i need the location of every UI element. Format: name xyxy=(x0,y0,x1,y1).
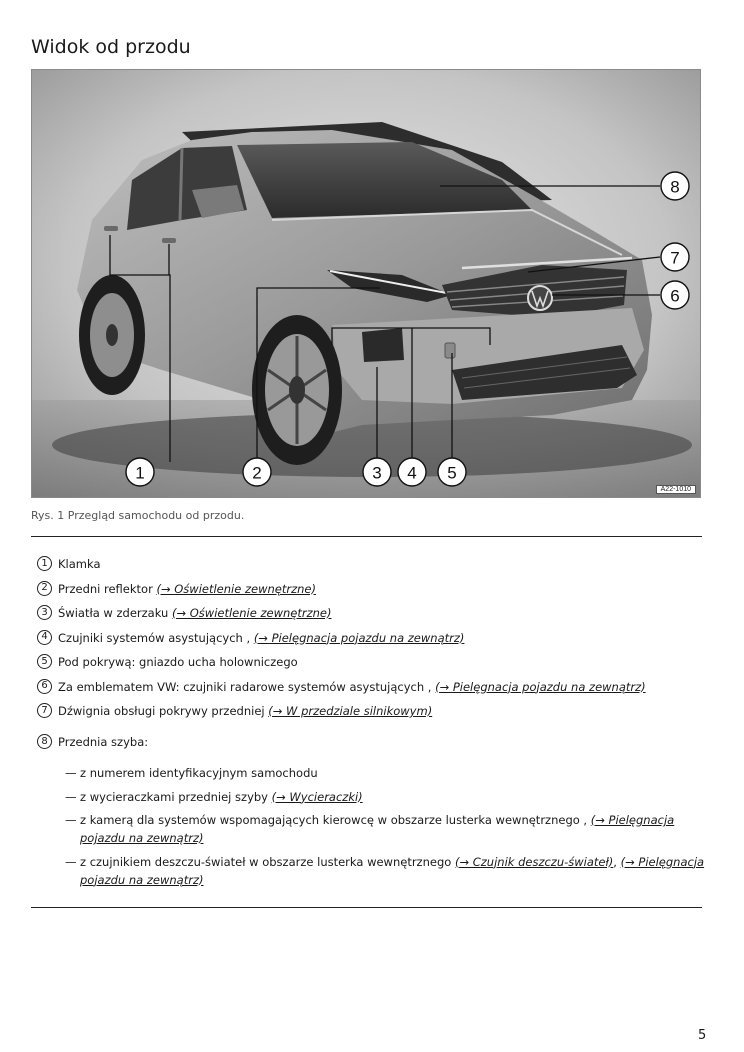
legend-number: 4 xyxy=(37,630,52,645)
dash: — xyxy=(65,854,77,869)
callout-label-5: 5 xyxy=(447,463,457,483)
legend-number: 2 xyxy=(37,581,52,596)
legend-item xyxy=(37,679,702,695)
legend-number: 8 xyxy=(37,734,52,749)
figure-code: A22-1010 xyxy=(656,485,696,494)
legend-text: Za emblematem VW: czujniki radarowe systemów asystujących , xyxy=(58,679,436,694)
divider-bottom xyxy=(31,907,702,908)
windscreen-item xyxy=(65,853,705,889)
legend-item xyxy=(37,581,702,597)
legend-item xyxy=(37,734,702,750)
legend-text: Pod pokrywą: gniazdo ucha holowniczego xyxy=(58,655,298,669)
legend-text: Światła w zderzaku xyxy=(58,606,172,620)
callout-label-1: 1 xyxy=(135,463,145,483)
callout-label-6: 6 xyxy=(670,286,680,306)
link-wycieraczki[interactable]: (→ Wycieraczki) xyxy=(271,789,363,804)
windscreen-item xyxy=(65,811,705,847)
dash: — xyxy=(65,789,77,804)
callout-label-4: 4 xyxy=(407,463,417,483)
link-oswietlenie-zewnetrzne[interactable]: (→ Oświetlenie zewnętrzne) xyxy=(156,581,316,596)
windscreen-text: z czujnikiem deszczu-świateł w obszarze lusterka wewnętrznego xyxy=(80,854,455,869)
page-number: 5 xyxy=(698,1028,707,1043)
windscreen-item xyxy=(65,788,705,806)
windscreen-text: z numerem identyfikacyjnym samochodu xyxy=(80,766,318,780)
link-oswietlenie-zewnetrzne[interactable]: (→ Oświetlenie zewnętrzne) xyxy=(171,606,332,620)
legend-item xyxy=(37,654,702,670)
callout-label-2: 2 xyxy=(252,463,262,483)
legend-item xyxy=(37,605,702,621)
legend-text: Klamka xyxy=(58,557,101,571)
legend-item xyxy=(37,703,702,719)
callout-label-3: 3 xyxy=(372,463,382,483)
legend-number: 1 xyxy=(37,556,52,571)
callout-label-8: 8 xyxy=(670,177,680,197)
car-front-figure xyxy=(31,69,701,498)
legend-number: 5 xyxy=(37,654,52,669)
windscreen-text: z wycieraczkami przedniej szyby xyxy=(80,789,272,804)
page-title: Widok od przodu xyxy=(31,36,191,58)
link-pielegnacja-pojazdu[interactable]: (→ Pielęgnacja pojazdu na zewnątrz) xyxy=(80,813,675,845)
divider-top xyxy=(31,536,702,537)
legend-number: 6 xyxy=(37,679,52,694)
legend-text: Przedni reflektor xyxy=(58,581,157,596)
dash: — xyxy=(65,813,77,827)
legend-text: Czujniki systemów asystujących , xyxy=(58,630,254,645)
legend-item xyxy=(37,630,702,646)
legend-text: Przednia szyba: xyxy=(58,735,149,749)
legend-item xyxy=(37,556,702,572)
link-pielegnacja-pojazdu[interactable]: (→ Pielęgnacja pojazdu na zewnątrz) xyxy=(253,630,465,645)
legend-list xyxy=(37,556,702,758)
legend-text: Dźwignia obsługi pokrywy przedniej xyxy=(58,704,269,718)
link-pielegnacja-pojazdu[interactable]: (→ Pielęgnacja pojazdu na zewnątrz) xyxy=(435,679,646,694)
windscreen-item xyxy=(65,764,705,782)
legend-number: 7 xyxy=(37,703,52,718)
link-w-przedziale-silnikowym[interactable]: (→ W przedziale silnikowym) xyxy=(268,704,433,718)
car-illustration xyxy=(32,70,701,498)
windscreen-list xyxy=(65,764,705,894)
figure-caption: Rys. 1 Przegląd samochodu od przodu. xyxy=(31,509,245,522)
callout-label-7: 7 xyxy=(670,248,680,268)
link-pielegnacja-pojazdu[interactable]: (→ Pielęgnacja pojazdu na zewnątrz) xyxy=(80,854,705,887)
separator: , xyxy=(613,854,621,869)
dash: — xyxy=(65,766,77,780)
link-czujnik-deszczu-swiatel[interactable]: (→ Czujnik deszczu-świateł) xyxy=(454,854,614,869)
legend-number: 3 xyxy=(37,605,52,620)
windscreen-text: z kamerą dla systemów wspomagających kierowcę w obszarze lusterka wewnętrznego , xyxy=(80,813,591,827)
